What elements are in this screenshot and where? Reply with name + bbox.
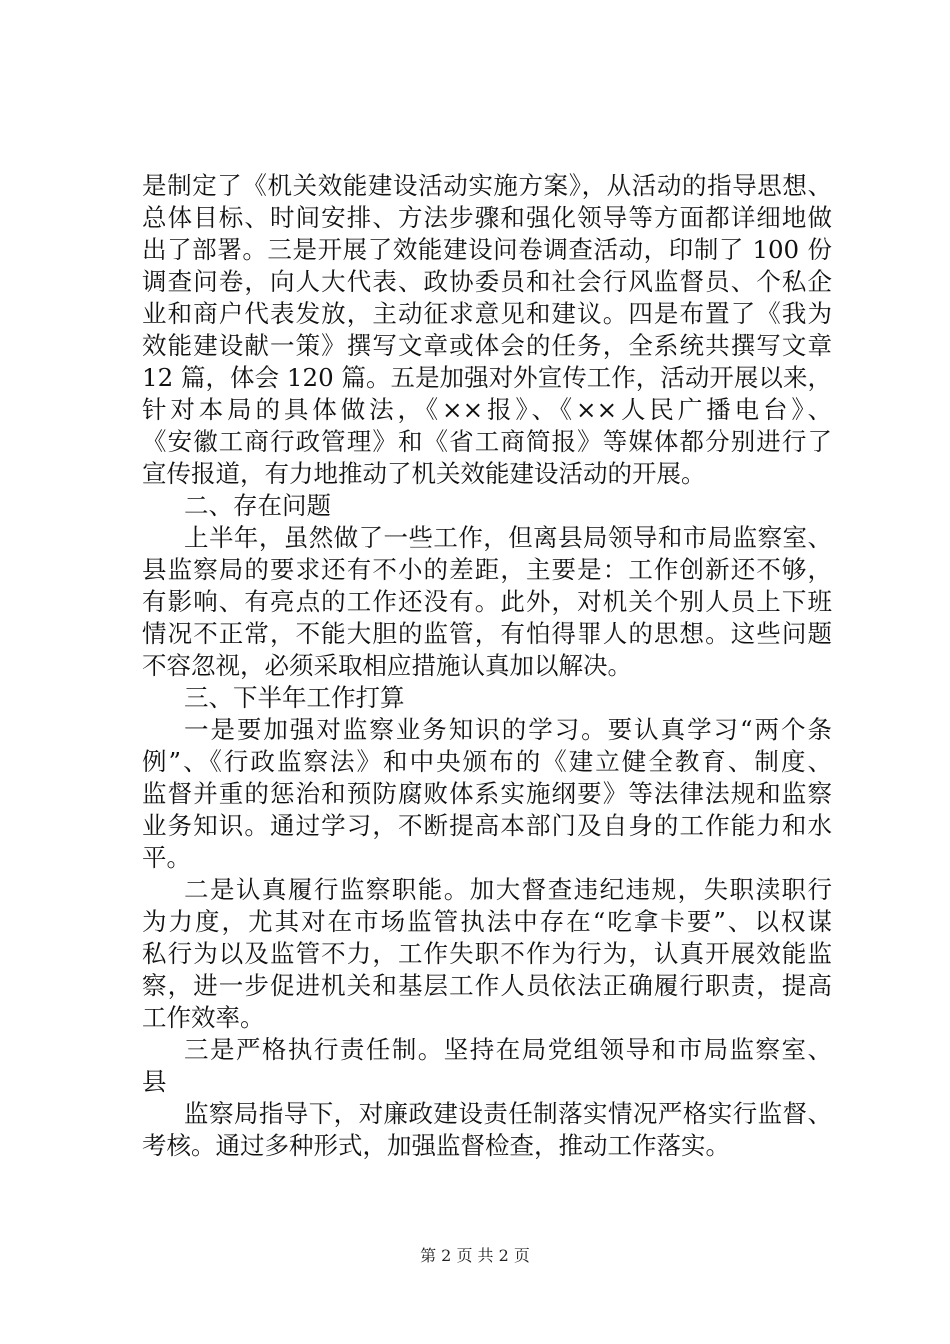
text-line: 总体目标、时间安排、方法步骤和强化领导等方面都详细地做: [142, 203, 832, 232]
text-line: 情况不正常，不能大胆的监管，有怕得罪人的思想。这些问题: [142, 619, 832, 648]
text-line: 不容忽视，必须采取相应措施认真加以解决。: [142, 651, 632, 680]
text-line: 有影响、有亮点的工作还没有。此外，对机关个别人员上下班: [142, 587, 832, 616]
text-line: 宣传报道，有力地推动了机关效能建设活动的开展。: [142, 459, 706, 488]
text-line: 效能建设献一策》撰写文章或体会的任务，全系统共撰写文章: [142, 331, 832, 360]
text-line: 工作效率。: [142, 1003, 265, 1032]
text-line: 针对本局的具体做法，《××报》、《××人民广播电台》、: [142, 395, 832, 424]
text-line: 一是要加强对监察业务知识的学习。要认真学习“两个条: [184, 715, 832, 744]
text-line: 12 篇，体会 120 篇。五是加强对外宣传工作，活动开展以来，: [142, 363, 832, 392]
text-line: 《安徽工商行政管理》和《省工商简报》等媒体都分别进行了: [142, 427, 832, 456]
text-line: 三是严格执行责任制。坚持在局党组领导和市局监察室、: [184, 1035, 832, 1064]
document-body: [142, 170, 832, 1162]
text-line: 监察局指导下，对廉政建设责任制落实情况严格实行监督、: [184, 1099, 832, 1128]
text-line: 例”、《行政监察法》和中央颁布的《建立健全教育、制度、: [142, 747, 832, 776]
text-line: 平。: [142, 843, 191, 872]
text-line: 是制定了《机关效能建设活动实施方案》，从活动的指导思想、: [142, 171, 832, 200]
text-line: 业务知识。通过学习，不断提高本部门及自身的工作能力和水: [142, 811, 832, 840]
text-line: 县: [142, 1067, 167, 1096]
text-line: 监督并重的惩治和预防腐败体系实施纲要》等法律法规和监察: [142, 779, 832, 808]
text-line: 出了部署。三是开展了效能建设问卷调查活动，印制了 100 份: [142, 235, 832, 264]
text-line: 二是认真履行监察职能。加大督查违纪违规，失职渎职行: [184, 875, 832, 904]
text-line: 业和商户代表发放，主动征求意见和建议。四是布置了《我为: [142, 299, 832, 328]
text-line: 上半年，虽然做了一些工作，但离县局领导和市局监察室、: [184, 523, 832, 552]
text-line: 调查问卷，向人大代表、政协委员和社会行风监督员、个私企: [142, 267, 832, 296]
text-line: 私行为以及监管不力，工作失职不作为行为，认真开展效能监: [142, 939, 832, 968]
text-line: 县监察局的要求还有不小的差距，主要是：工作创新还不够，: [142, 555, 832, 584]
page-footer: 第 2 页 共 2 页: [420, 1246, 530, 1265]
text-line: 考核。通过多种形式，加强监督检查，推动工作落实。: [142, 1131, 730, 1160]
text-line: 察，进一步促进机关和基层工作人员依法正确履行职责，提高: [142, 971, 832, 1000]
text-line: 为力度，尤其对在市场监管执法中存在“吃拿卡要”、以权谋: [142, 907, 832, 936]
text-line: 三、下半年工作打算: [184, 683, 405, 712]
text-line: 二、存在问题: [184, 491, 331, 520]
